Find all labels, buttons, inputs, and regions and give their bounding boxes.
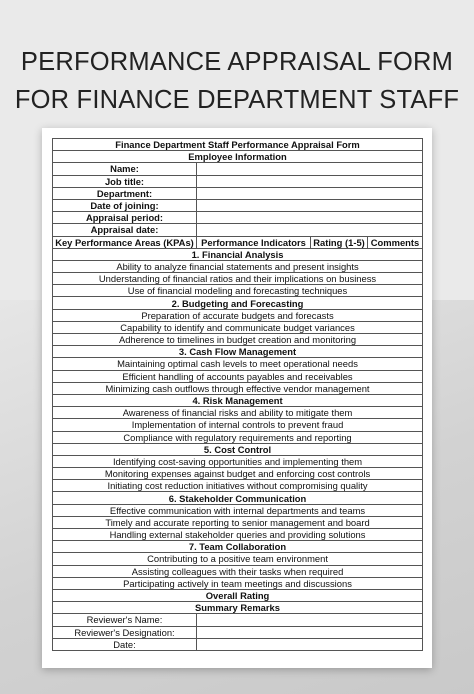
- reviewer-field-row: [53, 626, 423, 638]
- column-header: Rating (1-5): [311, 236, 368, 248]
- employee-field-label: Job title:: [53, 175, 197, 187]
- indicator-text: Adherence to timelines in budget creation and monitoring: [53, 334, 423, 346]
- page-title-line-2: FOR FINANCE DEPARTMENT STAFF: [14, 86, 460, 114]
- reviewer-field-row: [53, 638, 423, 650]
- column-header: Key Performance Areas (KPAs): [53, 236, 197, 248]
- overall-rating: Overall Rating: [53, 589, 423, 601]
- indicator-text: Use of financial modeling and forecasting techniques: [53, 285, 423, 297]
- section-title-row: [53, 248, 423, 260]
- section-title-row: [53, 297, 423, 309]
- form-paper: [42, 128, 432, 668]
- indicator-row: [53, 334, 423, 346]
- reviewer-field-input[interactable]: [197, 614, 423, 626]
- section-title-row: [53, 394, 423, 406]
- indicator-text: Understanding of financial ratios and their implications on business: [53, 273, 423, 285]
- appraisal-form-table: [52, 138, 423, 651]
- indicator-text: Preparation of accurate budgets and forecasts: [53, 309, 423, 321]
- column-header: Performance Indicators: [197, 236, 311, 248]
- summary-remarks-row: [53, 602, 423, 614]
- indicator-row: [53, 358, 423, 370]
- indicator-text: Initiating cost reduction initiatives without compromising quality: [53, 480, 423, 492]
- indicator-text: Capability to identify and communicate budget variances: [53, 321, 423, 333]
- reviewer-field-row: [53, 614, 423, 626]
- indicator-row: [53, 553, 423, 565]
- indicator-row: [53, 504, 423, 516]
- section-title: 5. Cost Control: [53, 443, 423, 455]
- employee-field-label: Name:: [53, 163, 197, 175]
- indicator-row: [53, 577, 423, 589]
- reviewer-field-label: Reviewer's Name:: [53, 614, 197, 626]
- indicator-text: Compliance with regulatory requirements and reporting: [53, 431, 423, 443]
- indicator-row: [53, 260, 423, 272]
- indicator-row: [53, 273, 423, 285]
- indicator-row: [53, 529, 423, 541]
- indicator-text: Timely and accurate reporting to senior management and board: [53, 516, 423, 528]
- indicator-row: [53, 516, 423, 528]
- indicator-text: Assisting colleagues with their tasks when required: [53, 565, 423, 577]
- employee-field-label: Department:: [53, 187, 197, 199]
- employee-field-input[interactable]: [197, 163, 423, 175]
- indicator-text: Maintaining optimal cash levels to meet operational needs: [53, 358, 423, 370]
- section-title-row: [53, 346, 423, 358]
- column-header: Comments: [368, 236, 423, 248]
- form-header: Finance Department Staff Performance Appraisal Form: [53, 139, 423, 151]
- indicator-text: Effective communication with internal departments and teams: [53, 504, 423, 516]
- section-title: 3. Cash Flow Management: [53, 346, 423, 358]
- section-title-row: [53, 541, 423, 553]
- employee-field-label: Date of joining:: [53, 199, 197, 211]
- section-title-row: [53, 492, 423, 504]
- indicator-row: [53, 309, 423, 321]
- column-header-row: [53, 236, 423, 248]
- section-title: 1. Financial Analysis: [53, 248, 423, 260]
- employee-info-title-row: [53, 151, 423, 163]
- employee-field-row: [53, 212, 423, 224]
- indicator-row: [53, 370, 423, 382]
- indicator-row: [53, 419, 423, 431]
- employee-field-input[interactable]: [197, 199, 423, 211]
- employee-field-label: Appraisal period:: [53, 212, 197, 224]
- employee-field-input[interactable]: [197, 175, 423, 187]
- summary-remarks: Summary Remarks: [53, 602, 423, 614]
- indicator-row: [53, 480, 423, 492]
- employee-field-input[interactable]: [197, 212, 423, 224]
- employee-field-row: [53, 175, 423, 187]
- employee-field-row: [53, 224, 423, 236]
- section-title: 2. Budgeting and Forecasting: [53, 297, 423, 309]
- indicator-row: [53, 468, 423, 480]
- reviewer-field-label: Reviewer's Designation:: [53, 626, 197, 638]
- indicator-row: [53, 407, 423, 419]
- reviewer-field-label: Date:: [53, 638, 197, 650]
- indicator-text: Handling external stakeholder queries and providing solutions: [53, 529, 423, 541]
- indicator-text: Participating actively in team meetings and discussions: [53, 577, 423, 589]
- section-title: 7. Team Collaboration: [53, 541, 423, 553]
- overall-rating-row: [53, 589, 423, 601]
- employee-field-row: [53, 187, 423, 199]
- form-header-row: [53, 139, 423, 151]
- employee-field-label: Appraisal date:: [53, 224, 197, 236]
- indicator-text: Minimizing cash outflows through effective vendor management: [53, 382, 423, 394]
- indicator-text: Ability to analyze financial statements and present insights: [53, 260, 423, 272]
- section-title: 6. Stakeholder Communication: [53, 492, 423, 504]
- indicator-text: Implementation of internal controls to prevent fraud: [53, 419, 423, 431]
- indicator-row: [53, 285, 423, 297]
- indicator-text: Awareness of financial risks and ability to mitigate them: [53, 407, 423, 419]
- indicator-text: Contributing to a positive team environment: [53, 553, 423, 565]
- section-title-row: [53, 443, 423, 455]
- indicator-text: Monitoring expenses against budget and enforcing cost controls: [53, 468, 423, 480]
- employee-field-row: [53, 199, 423, 211]
- indicator-row: [53, 565, 423, 577]
- indicator-row: [53, 382, 423, 394]
- employee-field-row: [53, 163, 423, 175]
- page-title-line-1: PERFORMANCE APPRAISAL FORM: [20, 48, 454, 76]
- employee-field-input[interactable]: [197, 187, 423, 199]
- reviewer-field-input[interactable]: [197, 626, 423, 638]
- reviewer-field-input[interactable]: [197, 638, 423, 650]
- indicator-text: Identifying cost-saving opportunities and implementing them: [53, 455, 423, 467]
- indicator-text: Efficient handling of accounts payables and receivables: [53, 370, 423, 382]
- section-title: 4. Risk Management: [53, 394, 423, 406]
- employee-field-input[interactable]: [197, 224, 423, 236]
- indicator-row: [53, 431, 423, 443]
- indicator-row: [53, 321, 423, 333]
- employee-info-title: Employee Information: [53, 151, 423, 163]
- indicator-row: [53, 455, 423, 467]
